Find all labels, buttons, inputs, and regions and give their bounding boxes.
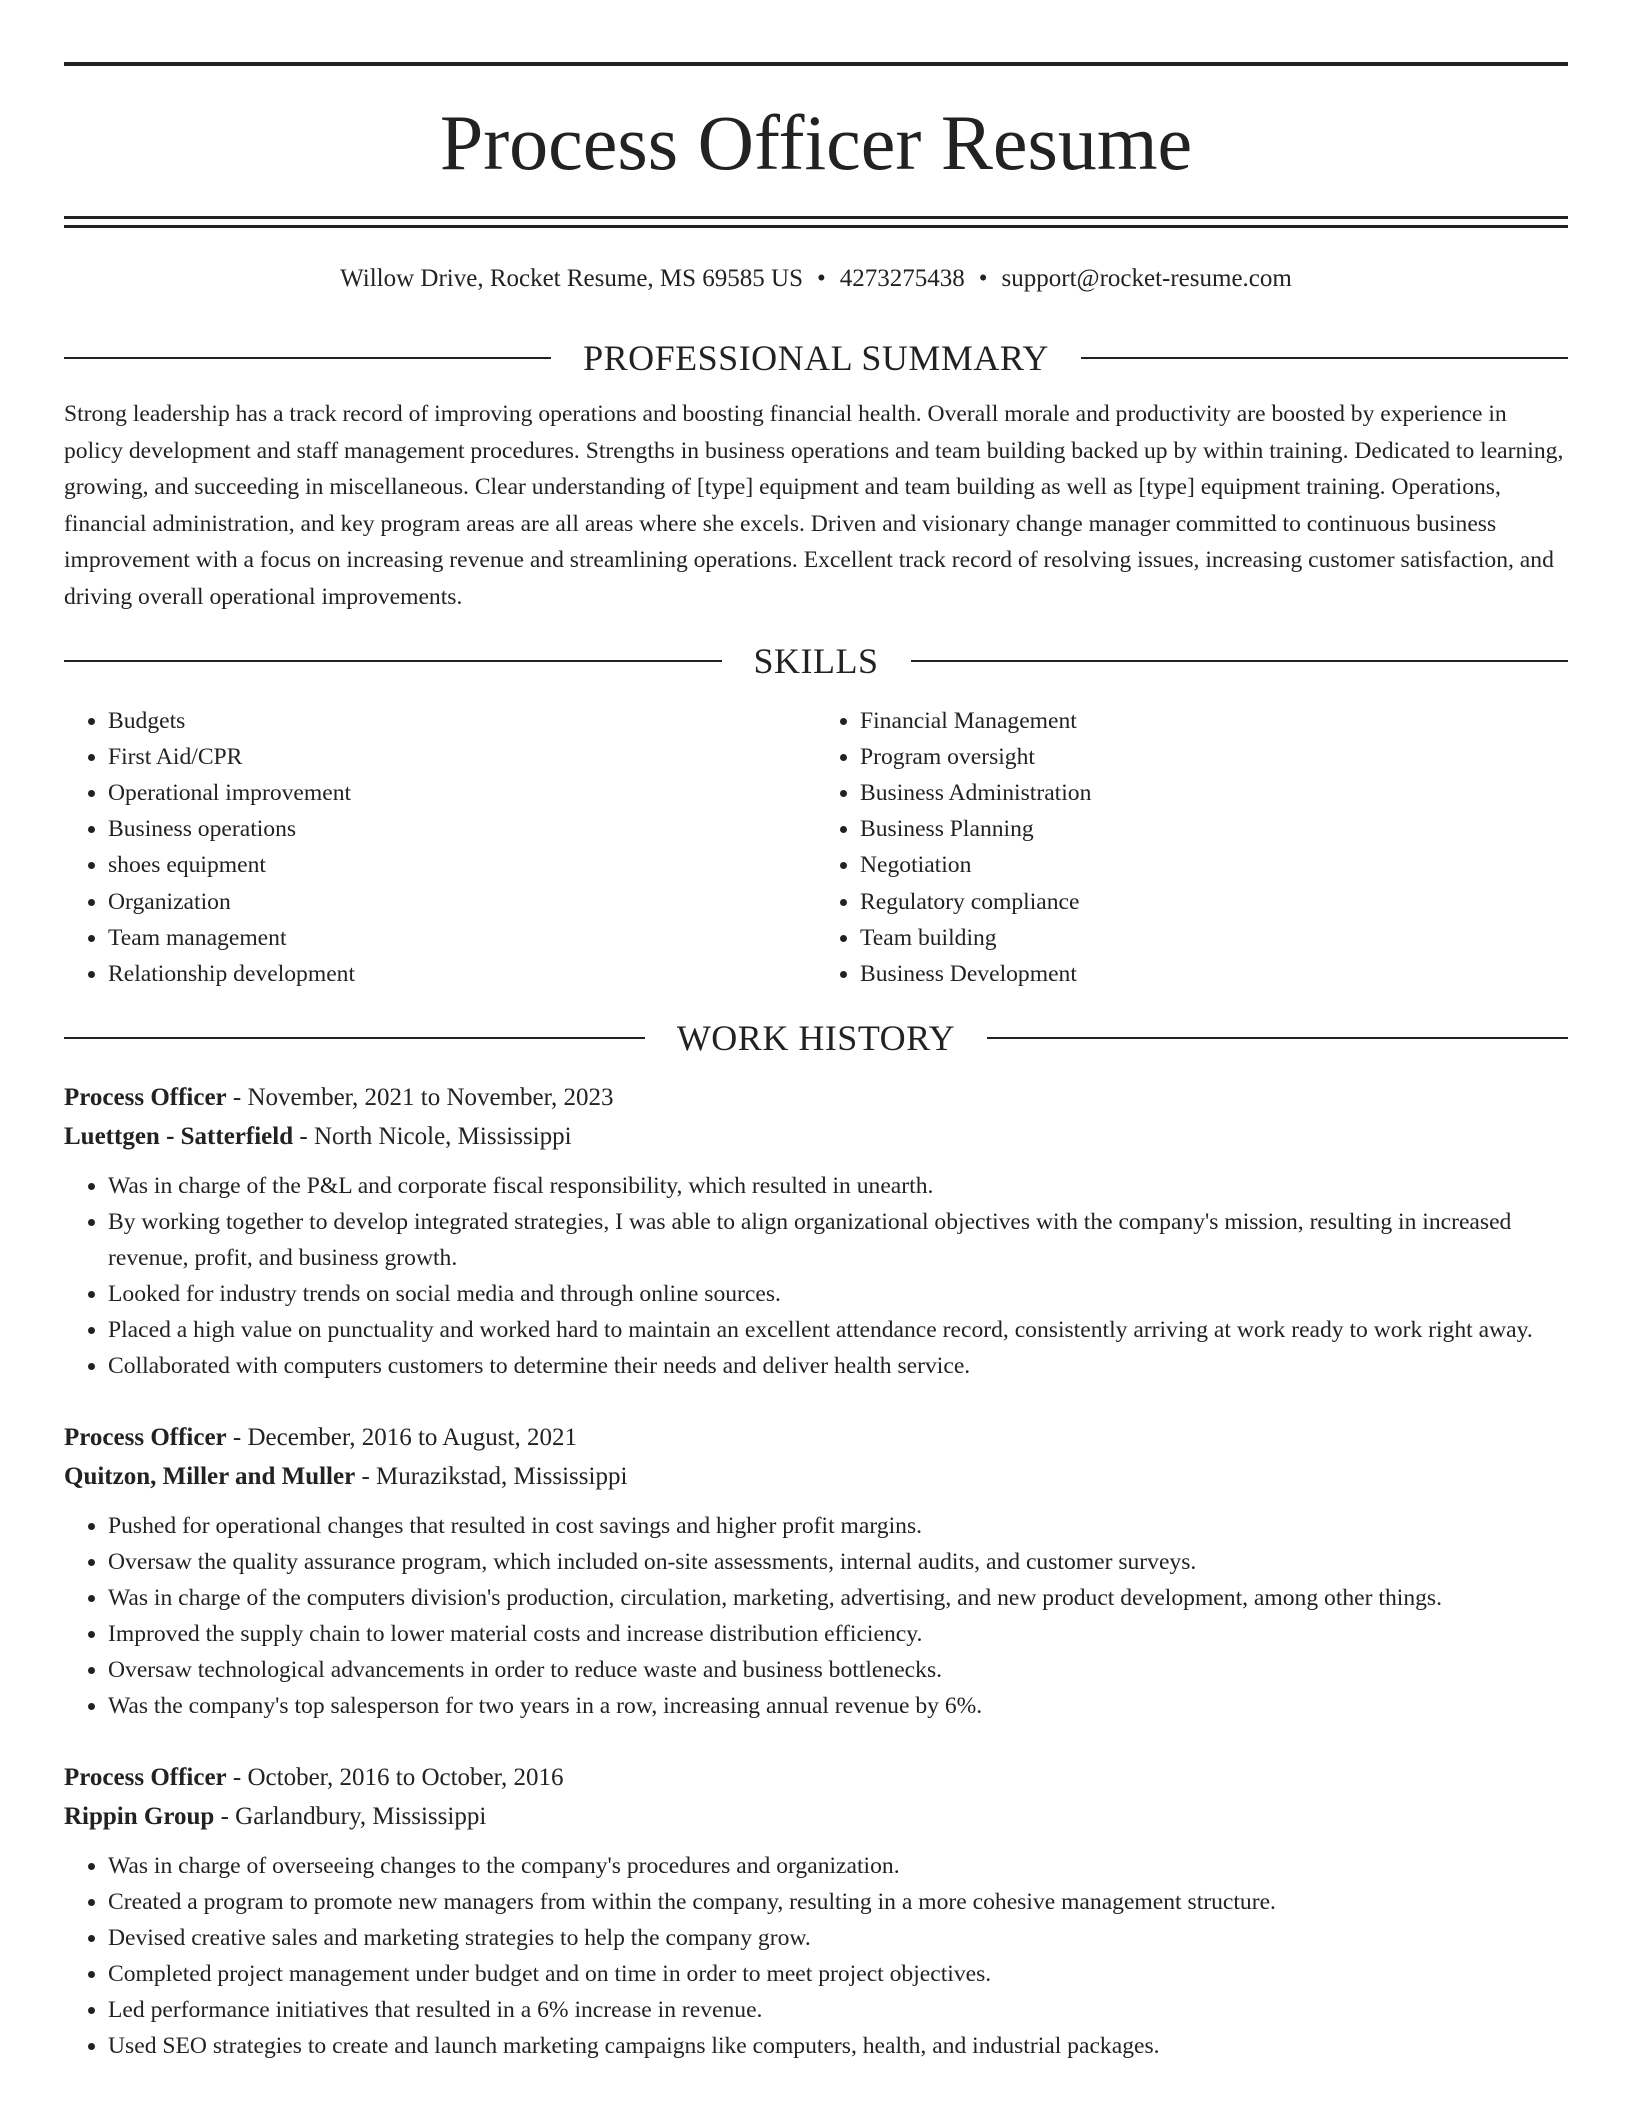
job-role-line (64, 1758, 1568, 1797)
skill-item: • Operational improvement (108, 775, 816, 811)
contact-address: Willow Drive, Rocket Resume, MS 69585 US (340, 265, 804, 292)
skill-item: • Business Administration (860, 775, 1568, 811)
top-rule (64, 62, 1568, 66)
job-bullets (64, 1508, 1568, 1724)
title-double-rule (64, 216, 1568, 228)
skill-item: • Regulatory compliance (860, 884, 1568, 920)
job-location: - North Nicole, Mississippi (293, 1123, 572, 1151)
job-bullet: • Led performance initiatives that resulted in a 6% increase in revenue. (108, 1992, 1568, 2028)
section-rule-right (1081, 357, 1568, 359)
job-bullet: • Oversaw technological advancements in order to reduce waste and business bottlenecks. (108, 1652, 1568, 1688)
work-section-heading (64, 1016, 1568, 1060)
job-bullet: • Placed a high value on punctuality and worked hard to maintain an excellent attendance record, consistently arriving at work ready to work right away. (108, 1312, 1568, 1348)
section-rule-right (911, 660, 1569, 662)
job-bullets (64, 1848, 1568, 2064)
job-bullet: • Devised creative sales and marketing strategies to help the company grow. (108, 1920, 1568, 1956)
job-bullet: • Was in charge of the computers division's production, circulation, marketing, advertising, and new product development, among other things. (108, 1580, 1568, 1616)
job-entry (64, 1758, 1568, 2064)
skill-item: • Negotiation (860, 847, 1568, 883)
job-company: Quitzon, Miller and Muller (64, 1463, 356, 1491)
job-dates: - December, 2016 to August, 2021 (226, 1424, 577, 1452)
job-bullet: • Used SEO strategies to create and launch marketing campaigns like computers, health, and industrial packages. (108, 2028, 1568, 2064)
job-company-line (64, 1457, 1568, 1496)
skills-section-heading (64, 639, 1568, 683)
contact-separator: • (978, 265, 988, 292)
section-rule-left (64, 660, 722, 662)
skill-item: • shoes equipment (108, 847, 816, 883)
skill-item: • Organization (108, 884, 816, 920)
contact-phone: 4273275438 (839, 265, 965, 292)
job-role: Process Officer (64, 1084, 227, 1112)
summary-section-heading (64, 336, 1568, 380)
skill-item: • First Aid/CPR (108, 739, 816, 775)
job-bullet: • Was in charge of the P&L and corporate fiscal responsibility, which resulted in unearth. (108, 1168, 1568, 1204)
skill-item: • Program oversight (860, 739, 1568, 775)
job-dates: - November, 2021 to November, 2023 (226, 1084, 614, 1112)
job-bullet: • Completed project management under budget and on time in order to meet project objectives. (108, 1956, 1568, 1992)
skill-item: • Business Development (860, 956, 1568, 992)
job-bullet: • Improved the supply chain to lower material costs and increase distribution efficiency. (108, 1616, 1568, 1652)
job-role: Process Officer (64, 1424, 227, 1452)
job-bullet: • By working together to develop integrated strategies, I was able to align organizational objectives with the company's mission, resulting in increased revenue, profit, and business growth. (108, 1204, 1568, 1276)
skill-item: • Relationship development (108, 956, 816, 992)
job-bullet: • Pushed for operational changes that resulted in cost savings and higher profit margins. (108, 1508, 1568, 1544)
job-location: - Murazikstad, Mississippi (355, 1463, 628, 1491)
skills-list (64, 703, 1568, 993)
skills-column-left (64, 703, 816, 993)
section-rule-right (987, 1037, 1568, 1039)
job-company: Rippin Group (64, 1803, 215, 1831)
job-role: Process Officer (64, 1764, 227, 1792)
job-location: - Garlandbury, Mississippi (214, 1803, 487, 1831)
section-rule-left (64, 1037, 645, 1039)
job-company-line (64, 1117, 1568, 1156)
skills-column-right (816, 703, 1568, 993)
job-bullet: • Oversaw the quality assurance program, which included on-site assessments, internal audits, and customer surveys. (108, 1544, 1568, 1580)
job-bullets (64, 1168, 1568, 1384)
section-rule-left (64, 357, 551, 359)
skill-item: • Team building (860, 920, 1568, 956)
contact-separator: • (817, 265, 826, 292)
job-role-line (64, 1078, 1568, 1117)
skill-item: • Business operations (108, 811, 816, 847)
summary-heading-label: PROFESSIONAL SUMMARY (583, 338, 1049, 378)
job-bullet: • Collaborated with computers customers to determine their needs and deliver health service. (108, 1348, 1568, 1384)
job-entry (64, 1418, 1568, 1724)
resume-title: Process Officer Resume (439, 99, 1193, 186)
skill-item: • Budgets (108, 703, 816, 739)
job-bullet: • Created a program to promote new managers from within the company, resulting in a more cohesive management structure. (108, 1884, 1568, 1920)
contact-line (64, 262, 1568, 296)
skill-item: • Financial Management (860, 703, 1568, 739)
job-role-line (64, 1418, 1568, 1457)
skill-item: • Team management (108, 920, 816, 956)
job-bullet: • Was the company's top salesperson for two years in a row, increasing annual revenue by 6%. (108, 1688, 1568, 1724)
skills-heading-label: SKILLS (753, 640, 879, 681)
job-bullet: • Was in charge of overseeing changes to the company's procedures and organization. (108, 1848, 1568, 1884)
work-heading-label: WORK HISTORY (676, 1018, 956, 1059)
job-company: Luettgen - Satterfield (64, 1123, 294, 1151)
job-entry (64, 1078, 1568, 1384)
job-bullet: • Looked for industry trends on social media and through online sources. (108, 1276, 1568, 1312)
job-company-line (64, 1797, 1568, 1836)
skill-item: • Business Planning (860, 811, 1568, 847)
summary-paragraph: Strong leadership has a track record of improving operations and boosting financial health. Overall morale and productivity are boosted by experience in policy development and staff management procedures. Strengths in business operations and team building backed up by within training. Dedicated to learning, growing, and succeeding in miscellaneous. Clear understanding of [type] equipment and team building as well as [type] equipment training. Operations, financial administration, and key program areas are all areas where she excels. Driven and visionary change manager committed to continuous business improvement with a focus on increasing revenue and streamlining operations. Excellent track record of resolving issues, increasing customer satisfaction, and driving overall operational improvements. (64, 401, 1564, 610)
job-dates: - October, 2016 to October, 2016 (226, 1764, 564, 1792)
contact-email: support@rocket-resume.com (1001, 265, 1292, 292)
